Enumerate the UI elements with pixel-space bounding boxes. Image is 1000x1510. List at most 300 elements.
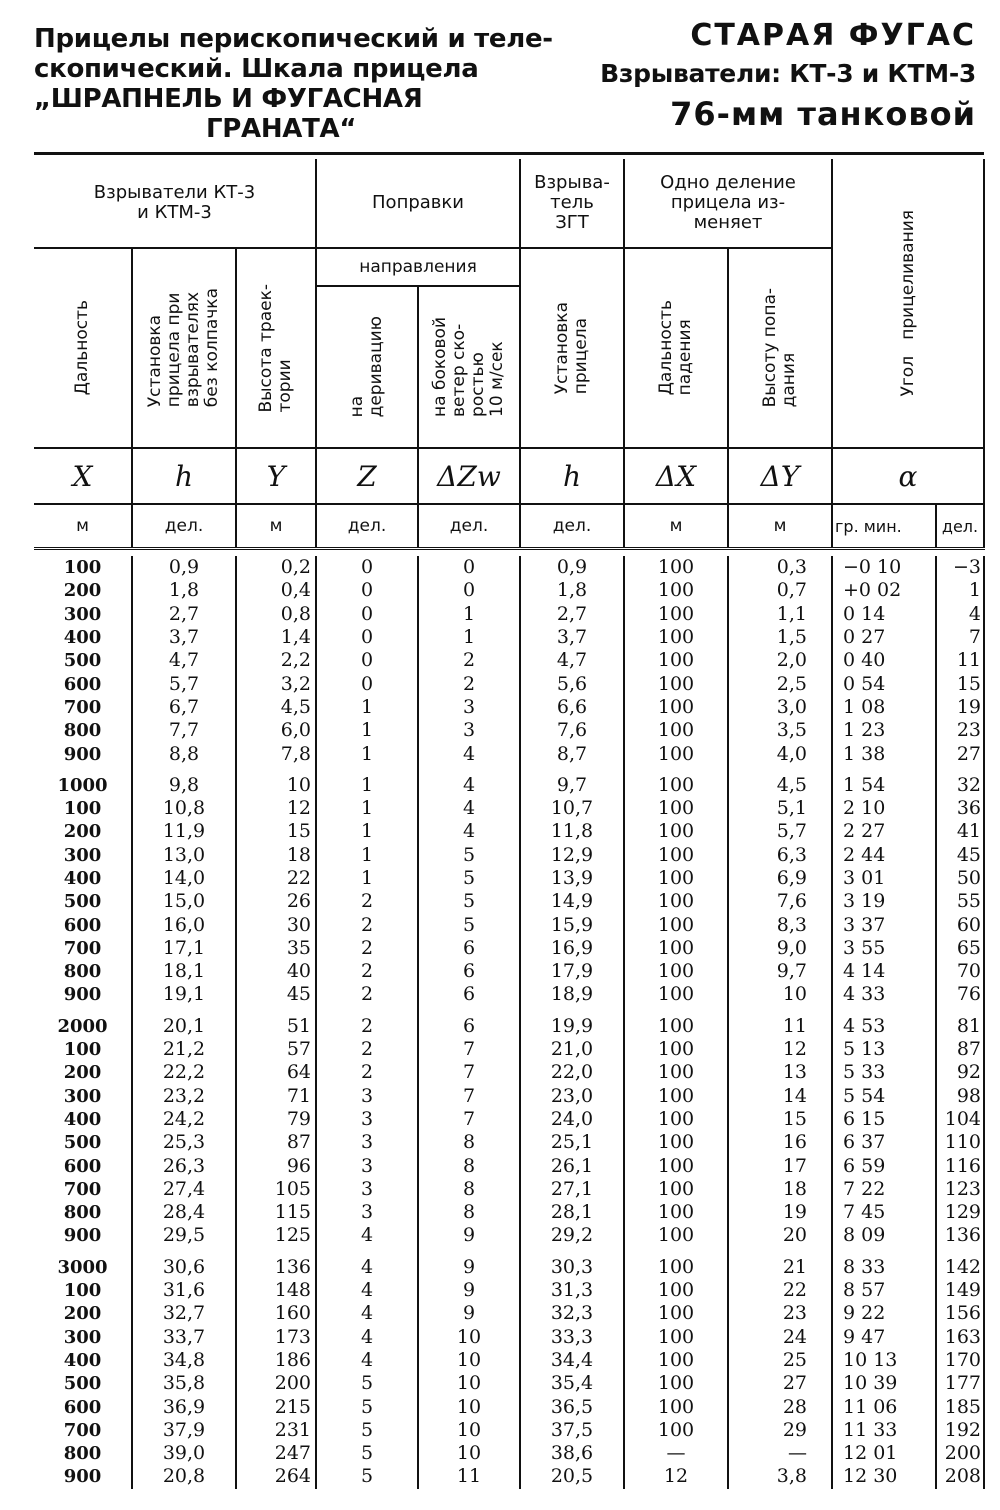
trajectory-height-label: Высота траек- тории: [256, 283, 295, 413]
table-cell: 92: [936, 1061, 984, 1084]
table-cell: 0,9: [520, 556, 624, 579]
table-cell: 4: [418, 742, 520, 765]
table-cell: 31,3: [520, 1279, 624, 1302]
table-cell: 100: [624, 1178, 728, 1201]
table-cell: 5 54: [832, 1085, 936, 1108]
title-line-3: „ШРАПНЕЛЬ И ФУГАСНАЯ: [34, 84, 423, 114]
symbol-y: Y: [236, 448, 316, 504]
table-cell: 105: [236, 1178, 316, 1201]
table-cell: 7 22: [832, 1178, 936, 1201]
table-cell: 100: [624, 579, 728, 602]
table-cell: 2,0: [728, 649, 832, 672]
table-cell: 100: [624, 960, 728, 983]
table-cell: 6 15: [832, 1108, 936, 1131]
header-range: [34, 248, 132, 448]
table-cell: 15: [728, 1108, 832, 1131]
table-cell: 10: [418, 1326, 520, 1349]
table-cell: 16: [728, 1131, 832, 1154]
table-cell: 800: [63, 1443, 102, 1465]
symbol-z: Z: [316, 448, 418, 504]
table-cell: 27,1: [520, 1178, 624, 1201]
table-cell: 100: [63, 1039, 102, 1061]
table-cell: 51: [236, 1015, 316, 1038]
table-cell: 10: [728, 983, 832, 1006]
table-cell: 300: [63, 603, 102, 625]
group-header-corrections: Поправки: [316, 159, 520, 248]
table-body: [34, 556, 984, 1489]
table-cell: 36: [936, 797, 984, 820]
table-row: [34, 1279, 984, 1302]
table-cell: 5: [418, 867, 520, 890]
table-cell: 12 01: [832, 1442, 936, 1465]
table-cell: 15,9: [520, 913, 624, 936]
table-cell: 36,5: [520, 1395, 624, 1418]
table-cell: —: [728, 1442, 832, 1465]
table-cell: 6,6: [520, 696, 624, 719]
symbol-dy: ΔY: [728, 448, 832, 504]
table-cell: 81: [936, 1015, 984, 1038]
table-cell: 4: [316, 1326, 418, 1349]
table-cell: 12 30: [832, 1465, 936, 1488]
symbols-row: [34, 448, 984, 504]
table-cell: 0: [316, 579, 418, 602]
table-cell: 11: [728, 1015, 832, 1038]
table-cell: 17: [728, 1154, 832, 1177]
table-cell: 1: [418, 603, 520, 626]
table-cell: 7 45: [832, 1201, 936, 1224]
table-cell: 1: [936, 579, 984, 602]
table-cell: 100: [624, 797, 728, 820]
table-cell: 0 40: [832, 649, 936, 672]
title-line-1: Прицелы перископический и теле-: [34, 24, 553, 54]
table-cell: 1,8: [520, 579, 624, 602]
table-cell: 10: [418, 1442, 520, 1465]
table-cell: 4: [316, 1349, 418, 1372]
table-cell: 500: [63, 1132, 102, 1154]
table-cell: 800: [63, 961, 102, 983]
table-cell: 28: [728, 1395, 832, 1418]
table-cell: 30: [236, 913, 316, 936]
table-cell: 26: [236, 890, 316, 913]
table-cell: 2: [418, 672, 520, 695]
table-cell: 39,0: [132, 1442, 236, 1465]
table-cell: 22,2: [132, 1061, 236, 1084]
table-cell: 300: [63, 844, 102, 866]
table-cell: 100: [624, 844, 728, 867]
table-cell: 160: [236, 1302, 316, 1325]
table-cell: 9: [418, 1302, 520, 1325]
table-row: [34, 1349, 984, 1372]
table-cell: 10,7: [520, 797, 624, 820]
table-cell: 17,1: [132, 937, 236, 960]
table-cell: 1: [316, 844, 418, 867]
block-gap: [34, 1007, 984, 1015]
table-cell: 3 19: [832, 890, 936, 913]
table-cell: 100: [624, 556, 728, 579]
table-cell: 7: [418, 1108, 520, 1131]
table-cell: 32: [936, 774, 984, 797]
table-cell: 26,1: [520, 1154, 624, 1177]
table-cell: 100: [624, 626, 728, 649]
table-cell: 100: [624, 1201, 728, 1224]
table-cell: 13,9: [520, 867, 624, 890]
table-row: [34, 696, 984, 719]
table-cell: 2: [316, 1038, 418, 1061]
symbol-alpha: α: [832, 448, 984, 504]
table-cell: 100: [624, 1326, 728, 1349]
group-header-one-division: Одно деление прицела из- меняет: [624, 159, 832, 248]
table-cell: 100: [624, 1131, 728, 1154]
table-row: [34, 1419, 984, 1442]
table-cell: 87: [936, 1038, 984, 1061]
table-cell: 22,0: [520, 1061, 624, 1084]
table-cell: 7,8: [236, 742, 316, 765]
table-cell: 19,9: [520, 1015, 624, 1038]
table-cell: 4,0: [728, 742, 832, 765]
table-row: [34, 1442, 984, 1465]
table-cell: 35,4: [520, 1372, 624, 1395]
table-cell: 3,5: [728, 719, 832, 742]
table-cell: 100: [624, 1108, 728, 1131]
table-cell: 500: [63, 650, 102, 672]
table-cell: 400: [63, 1108, 102, 1130]
table-cell: 2: [316, 1061, 418, 1084]
table-cell: 200: [63, 580, 102, 602]
table-cell: 100: [624, 672, 728, 695]
table-row: [34, 1372, 984, 1395]
table-cell: 1000: [57, 774, 108, 796]
table-cell: —: [624, 1442, 728, 1465]
table-cell: 2 10: [832, 797, 936, 820]
table-cell: 1: [316, 774, 418, 797]
table-cell: 4: [418, 774, 520, 797]
table-row: [34, 867, 984, 890]
unit-height: м: [236, 504, 316, 549]
derivation-label: на деривацию: [347, 316, 386, 418]
table-cell: 2: [316, 937, 418, 960]
table-cell: 11: [418, 1465, 520, 1488]
table-cell: 6: [418, 937, 520, 960]
table-cell: 500: [63, 891, 102, 913]
table-cell: 8: [418, 1178, 520, 1201]
header-direction: направления: [316, 248, 520, 286]
table-cell: 76: [936, 983, 984, 1006]
table-cell: 100: [624, 867, 728, 890]
table-row: [34, 1085, 984, 1108]
block-gap: [34, 1248, 984, 1256]
table-cell: 41: [936, 820, 984, 843]
table-cell: 9 47: [832, 1326, 936, 1349]
table-cell: 100: [63, 557, 102, 579]
table-cell: 6: [418, 1015, 520, 1038]
firing-table: [34, 152, 985, 1489]
table-cell: 3000: [57, 1256, 108, 1278]
table-cell: 3: [316, 1201, 418, 1224]
table-cell: 8 09: [832, 1224, 936, 1247]
table-cell: 5,1: [728, 797, 832, 820]
table-cell: 13,0: [132, 844, 236, 867]
table-row: [34, 672, 984, 695]
table-cell: 1,5: [728, 626, 832, 649]
table-cell: 1 54: [832, 774, 936, 797]
table-cell: 129: [936, 1201, 984, 1224]
table-row: [34, 774, 984, 797]
table-row: [34, 579, 984, 602]
title-line-4: ГРАНАТА“: [206, 114, 357, 144]
table-cell: 71: [236, 1085, 316, 1108]
table-cell: 8,8: [132, 742, 236, 765]
table-cell: −3: [936, 556, 984, 579]
table-cell: 5,7: [728, 820, 832, 843]
table-cell: 2 44: [832, 844, 936, 867]
unit-angle-div: дел.: [936, 504, 984, 549]
table-cell: 5: [418, 844, 520, 867]
table-cell: 1,8: [132, 579, 236, 602]
table-cell: 45: [236, 983, 316, 1006]
table-cell: 3: [418, 719, 520, 742]
hit-height-label: Высоту попа- дания: [760, 288, 799, 408]
table-row: [34, 1465, 984, 1488]
table-row: [34, 1131, 984, 1154]
table-cell: 900: [63, 1225, 102, 1247]
table-cell: 100: [624, 1256, 728, 1279]
table-row: [34, 890, 984, 913]
table-cell: 12: [624, 1465, 728, 1488]
table-cell: 115: [236, 1201, 316, 1224]
table-cell: 5,7: [132, 672, 236, 695]
table-row: [34, 719, 984, 742]
table-cell: 10 39: [832, 1372, 936, 1395]
table-cell: 100: [624, 1038, 728, 1061]
table-cell: 7: [418, 1061, 520, 1084]
table-row: [34, 1061, 984, 1084]
table-cell: 8: [418, 1201, 520, 1224]
table-cell: 600: [63, 673, 102, 695]
table-cell: 2,5: [728, 672, 832, 695]
table-cell: 3 37: [832, 913, 936, 936]
gun-caliber: 76-мм танковой: [670, 95, 976, 133]
table-cell: 3: [418, 696, 520, 719]
table-cell: 173: [236, 1326, 316, 1349]
table-cell: 156: [936, 1302, 984, 1325]
header-fall-range: [624, 248, 728, 448]
table-cell: 8: [418, 1154, 520, 1177]
table-cell: 0: [418, 579, 520, 602]
table-row: [34, 820, 984, 843]
table-cell: 116: [936, 1154, 984, 1177]
table-cell: 21,0: [520, 1038, 624, 1061]
table-cell: 1 08: [832, 696, 936, 719]
table-cell: 0: [316, 649, 418, 672]
table-cell: 1: [316, 719, 418, 742]
table-cell: 4: [316, 1279, 418, 1302]
table-cell: 10 13: [832, 1349, 936, 1372]
table-cell: 21,2: [132, 1038, 236, 1061]
table-cell: 20,8: [132, 1465, 236, 1488]
table-cell: 0 54: [832, 672, 936, 695]
table-cell: 1: [316, 797, 418, 820]
table-cell: 100: [624, 603, 728, 626]
table-cell: 1 38: [832, 742, 936, 765]
table-cell: 18,1: [132, 960, 236, 983]
table-cell: 24: [728, 1326, 832, 1349]
header-side-wind: [418, 286, 520, 448]
table-cell: 1,4: [236, 626, 316, 649]
table-cell: 3: [316, 1131, 418, 1154]
table-cell: 21: [728, 1256, 832, 1279]
table-cell: 23: [728, 1302, 832, 1325]
sight-setting-zgt-label: Установка прицела: [552, 301, 591, 395]
table-cell: 100: [63, 798, 102, 820]
table-cell: 100: [624, 1154, 728, 1177]
units-row: [34, 504, 984, 549]
table-cell: 3 55: [832, 937, 936, 960]
table-cell: 100: [624, 913, 728, 936]
table-cell: 60: [936, 913, 984, 936]
table-cell: 79: [236, 1108, 316, 1131]
table-cell: 1: [316, 820, 418, 843]
table-cell: 100: [624, 1061, 728, 1084]
table-cell: 9: [418, 1224, 520, 1247]
table-cell: 5 13: [832, 1038, 936, 1061]
table-cell: 11 06: [832, 1395, 936, 1418]
table-cell: 37,9: [132, 1419, 236, 1442]
table-cell: 3: [316, 1154, 418, 1177]
header-aim-angle: [832, 159, 984, 448]
table-cell: 17,9: [520, 960, 624, 983]
table-cell: 100: [624, 820, 728, 843]
unit-derivation: дел.: [316, 504, 418, 549]
table-cell: 600: [63, 914, 102, 936]
table-cell: 34,4: [520, 1349, 624, 1372]
table-cell: 231: [236, 1419, 316, 1442]
table-cell: 8 33: [832, 1256, 936, 1279]
group-header-fuze: Взрыватели КТ-3 и КТМ-3: [34, 159, 316, 248]
table-cell: 100: [624, 719, 728, 742]
table-cell: 1,1: [728, 603, 832, 626]
table-cell: 29,2: [520, 1224, 624, 1247]
header-derivation: [316, 286, 418, 448]
shell-type: СТАРАЯ ФУГАС: [690, 18, 976, 53]
table-cell: 104: [936, 1108, 984, 1131]
table-cell: 28,4: [132, 1201, 236, 1224]
header-sight-setting-zgt: [520, 248, 624, 448]
block-gap: [34, 766, 984, 774]
table-cell: 800: [63, 720, 102, 742]
table-cell: 6: [418, 983, 520, 1006]
table-cell: 4: [316, 1256, 418, 1279]
title-line-2: скопический. Шкала прицела: [34, 54, 479, 84]
table-row: [34, 913, 984, 936]
table-cell: 7: [418, 1038, 520, 1061]
table-cell: 36,9: [132, 1395, 236, 1418]
table-cell: 300: [63, 1085, 102, 1107]
table-cell: 400: [63, 1349, 102, 1371]
table-cell: 700: [63, 696, 102, 718]
fuze-types: Взрыватели: КТ-3 и КТМ-3: [600, 59, 976, 88]
table-cell: 110: [936, 1131, 984, 1154]
table-cell: 9 22: [832, 1302, 936, 1325]
table-cell: 247: [236, 1442, 316, 1465]
table-cell: 0: [316, 603, 418, 626]
table-cell: 1: [316, 867, 418, 890]
table-cell: 100: [624, 742, 728, 765]
table-cell: 200: [63, 1303, 102, 1325]
table-cell: 5: [316, 1465, 418, 1488]
table-cell: 4,7: [520, 649, 624, 672]
table-cell: 4 14: [832, 960, 936, 983]
table-cell: 96: [236, 1154, 316, 1177]
table-cell: 100: [624, 1349, 728, 1372]
table-cell: 8 57: [832, 1279, 936, 1302]
table-cell: 25: [728, 1349, 832, 1372]
symbol-dzw: ΔZw: [418, 448, 520, 504]
table-cell: 19,1: [132, 983, 236, 1006]
table-cell: 8: [418, 1131, 520, 1154]
table-cell: 23,2: [132, 1085, 236, 1108]
table-cell: 215: [236, 1395, 316, 1418]
table-row: [34, 626, 984, 649]
table-cell: 700: [63, 1419, 102, 1441]
table-row: [34, 937, 984, 960]
table-cell: 6: [418, 960, 520, 983]
range-label: Дальность: [72, 300, 92, 396]
table-cell: 170: [936, 1349, 984, 1372]
table-row: [34, 742, 984, 765]
table-cell: 15,0: [132, 890, 236, 913]
table-cell: 0,4: [236, 579, 316, 602]
table-cell: 100: [624, 696, 728, 719]
table-cell: 10: [418, 1395, 520, 1418]
table-cell: 23,0: [520, 1085, 624, 1108]
table-cell: 3,2: [236, 672, 316, 695]
table-cell: 700: [63, 1178, 102, 1200]
table-cell: 100: [624, 1302, 728, 1325]
side-wind-label: на боковой ветер ско- ростью 10 м/сек: [430, 317, 507, 418]
table-cell: 3 01: [832, 867, 936, 890]
table-cell: 30,6: [132, 1256, 236, 1279]
unit-wind: дел.: [418, 504, 520, 549]
table-cell: 200: [63, 1062, 102, 1084]
table-cell: 19: [936, 696, 984, 719]
table-cell: 64: [236, 1061, 316, 1084]
table-cell: 30,3: [520, 1256, 624, 1279]
table-cell: 27: [936, 742, 984, 765]
table-cell: 9: [418, 1279, 520, 1302]
symbol-h: h: [132, 448, 236, 504]
table-row: [34, 1154, 984, 1177]
table-cell: 100: [624, 774, 728, 797]
table-row: [34, 1178, 984, 1201]
table-cell: 1: [316, 742, 418, 765]
table-cell: 87: [236, 1131, 316, 1154]
table-cell: 5: [316, 1395, 418, 1418]
table-row: [34, 960, 984, 983]
table-cell: 55: [936, 890, 984, 913]
ammo-info: [546, 16, 976, 136]
table-cell: 35,8: [132, 1372, 236, 1395]
table-cell: 1: [418, 626, 520, 649]
table-cell: 100: [624, 983, 728, 1006]
page-header: [0, 10, 1000, 150]
table-row: [34, 1038, 984, 1061]
table-cell: 5,6: [520, 672, 624, 695]
table-cell: 20: [728, 1224, 832, 1247]
table-cell: 3,0: [728, 696, 832, 719]
table-cell: 100: [624, 1085, 728, 1108]
table-cell: 900: [63, 984, 102, 1006]
table-cell: 4 33: [832, 983, 936, 1006]
